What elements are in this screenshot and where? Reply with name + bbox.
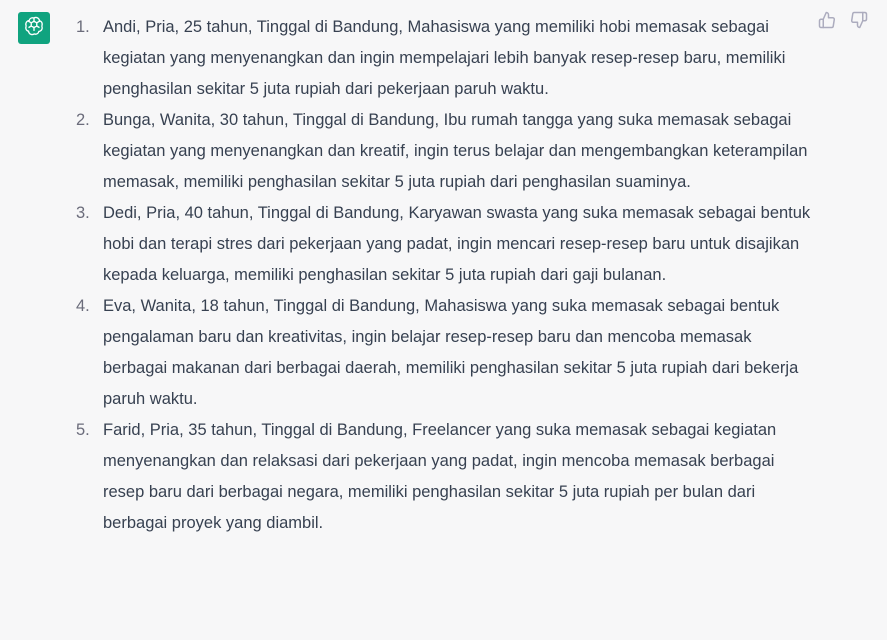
list-item-text: Andi, Pria, 25 tahun, Tinggal di Bandung, Mahasiswa yang memiliki hobi memasak sebagai kegiatan yang menyenangkan dan ingin mempelajari lebih banyak resep-resep baru, memiliki penghasilan sekitar 5 juta rupiah dari pekerjaan paruh waktu. [103, 18, 786, 98]
assistant-avatar [18, 12, 50, 44]
list-item-number: 2. [76, 111, 90, 129]
list-item-text: Bunga, Wanita, 30 tahun, Tinggal di Bandung, Ibu rumah tangga yang suka memasak sebagai kegiatan yang menyenangkan dan kreatif, ingin terus belajar dan mengembangkan keterampilan memasak, memiliki penghasilan sekitar 5 juta rupiah dari penghasilan suaminya. [103, 111, 808, 191]
list-item [72, 198, 812, 291]
list-item-number: 3. [76, 204, 90, 222]
list-item-number: 5. [76, 421, 90, 439]
list-item-text: Farid, Pria, 35 tahun, Tinggal di Bandung, Freelancer yang suka memasak sebagai kegiatan menyenangkan dan relaksasi dari pekerjaan yang padat, ingin mencoba memasak berbagai resep baru dari berbagai negara, memiliki penghasilan sekitar 5 juta rupiah per bulan dari berbagai proyek yang diambil. [103, 421, 777, 532]
list-item [72, 415, 812, 539]
list-item [72, 12, 812, 105]
thumbs-up-icon [818, 11, 836, 34]
list-item-text: Eva, Wanita, 18 tahun, Tinggal di Bandung, Mahasiswa yang suka memasak sebagai bentuk pengalaman baru dan kreativitas, ingin belajar resep-resep baru dan mencoba memasak berbagai makanan dari berbagai daerah, memiliki penghasilan sekitar 5 juta rupiah dari bekerja paruh waktu. [103, 297, 799, 408]
list-item-number: 1. [76, 18, 90, 36]
list-item-text: Dedi, Pria, 40 tahun, Tinggal di Bandung, Karyawan swasta yang suka memasak sebagai bentuk hobi dan terapi stres dari pekerjaan yang padat, ingin mencari resep-resep baru untuk disajikan kepada keluarga, memiliki penghasilan sekitar 5 juta rupiah dari gaji bulanan. [103, 204, 811, 284]
list-item-number: 4. [76, 297, 90, 315]
list-item [72, 291, 812, 415]
list-item [72, 105, 812, 198]
openai-logo-icon [23, 15, 45, 42]
feedback-buttons [817, 12, 869, 32]
thumbs-down-icon [850, 11, 868, 34]
persona-list [72, 12, 812, 539]
assistant-message [72, 12, 812, 539]
thumbs-up-button[interactable] [817, 12, 837, 32]
thumbs-down-button[interactable] [849, 12, 869, 32]
